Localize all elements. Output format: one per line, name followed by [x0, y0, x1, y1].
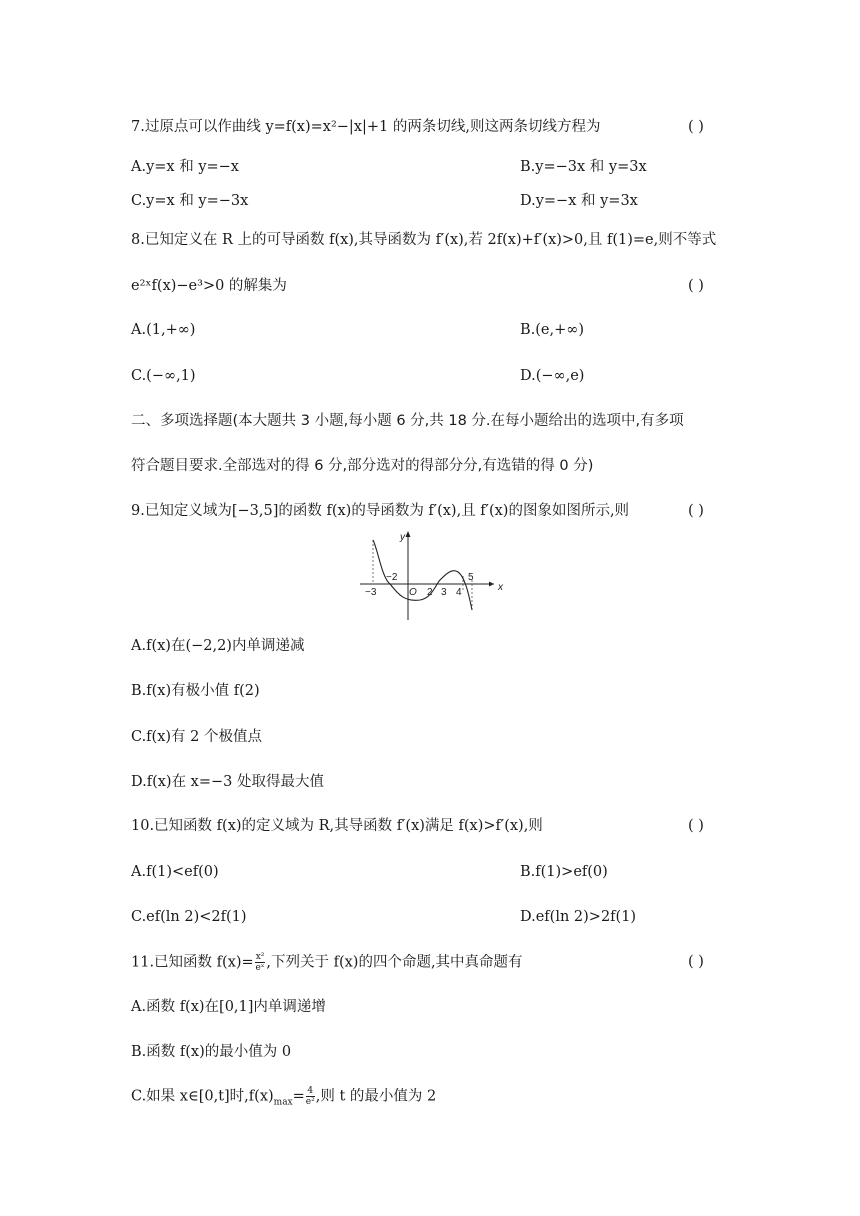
y-axis-arrow-icon	[406, 531, 411, 537]
q8-stem-line2: e²ˣf(x)−e³>0 的解集为	[131, 278, 287, 294]
q10-option-d: D.ef(ln 2)>2f(1)	[520, 909, 637, 925]
q11-stem-suffix: ,下列关于 f(x)的四个命题,其中真命题有	[266, 954, 523, 971]
q11-option-c	[131, 1086, 436, 1112]
q8-answer-paren: ( )	[688, 278, 704, 294]
q11-option-c-fraction	[306, 1086, 315, 1107]
q8-option-a: A.(1,+∞)	[131, 322, 196, 338]
q11-stem	[131, 952, 523, 973]
q7-answer-paren: ( )	[688, 119, 704, 135]
q11-option-c-prefix: C.如果 x∈[0,t]时,f(x)	[131, 1088, 274, 1105]
x-axis-label: x	[498, 582, 503, 593]
q11-option-a: A.函数 f(x)在[0,1]内单调递增	[131, 999, 326, 1015]
section2-heading-line2: 符合题目要求.全部选对的得 6 分,部分选对的得部分分,有选错的得 0 分)	[131, 458, 594, 474]
q9-answer-paren: ( )	[688, 503, 704, 519]
q11-option-b: B.函数 f(x)的最小值为 0	[131, 1044, 292, 1060]
q8-stem: 8.已知定义在 R 上的可导函数 f(x),其导函数为 f′(x),若 2f(x)+f′(x)>0,且 f(1)=e,则不等式	[131, 232, 717, 248]
section2-heading-line1: 二、多项选择题(本大题共 3 小题,每小题 6 分,共 18 分.在每小题给出的选项中,有多项	[131, 413, 684, 429]
q7-option-c: C.y=x 和 y=−3x	[131, 193, 249, 209]
tick-label-3: 3	[441, 587, 447, 598]
x-axis-arrow-icon	[489, 582, 494, 587]
q7-option-a: A.y=x 和 y=−x	[131, 159, 239, 175]
q11-fraction	[255, 952, 266, 973]
q7-option-b: B.y=−3x 和 y=3x	[520, 159, 647, 175]
q8-option-b: B.(e,+∞)	[520, 322, 584, 338]
tick-label-5: 5	[468, 572, 474, 583]
q7-stem: 7.过原点可以作曲线 y=f(x)=x²−|x|+1 的两条切线,则这两条切线方程为	[131, 119, 601, 135]
tick-label-4: 4	[456, 587, 462, 598]
tick-label-neg2: −2	[386, 572, 398, 583]
tick-label-2: 2	[427, 587, 433, 598]
q7-option-d: D.y=−x 和 y=3x	[520, 193, 638, 209]
q10-stem: 10.已知函数 f(x)的定义域为 R,其导函数 f′(x)满足 f(x)>f′(x),则	[131, 818, 543, 834]
q10-answer-paren: ( )	[688, 818, 704, 834]
origin-label: O	[409, 587, 417, 598]
q11-answer-paren: ( )	[688, 954, 704, 970]
q9-derivative-graph	[360, 528, 510, 624]
y-axis-label: y	[400, 532, 405, 543]
q10-option-a: A.f(1)<ef(0)	[131, 864, 219, 880]
q8-option-d: D.(−∞,e)	[520, 368, 585, 384]
q11-option-c-numerator: 4	[307, 1086, 314, 1096]
tick-label-neg3: −3	[365, 587, 377, 598]
q11-option-c-denominator: e²	[305, 1097, 315, 1107]
q11-option-c-equals: =	[292, 1088, 305, 1105]
q11-stem-prefix: 11.已知函数 f(x)=	[131, 954, 254, 971]
q10-option-c: C.ef(ln 2)<2f(1)	[131, 909, 247, 925]
q9-option-d: D.f(x)在 x=−3 处取得最大值	[131, 774, 324, 790]
q8-option-c: C.(−∞,1)	[131, 368, 196, 384]
q11-option-c-suffix: ,则 t 的最小值为 2	[315, 1088, 437, 1105]
q9-stem: 9.已知定义域为[−3,5]的函数 f(x)的导函数为 f′(x),且 f′(x)的图象如图所示,则	[131, 503, 630, 519]
q10-option-b: B.f(1)>ef(0)	[520, 864, 608, 880]
q11-fraction-denominator: eˣ	[255, 963, 265, 973]
q9-option-a: A.f(x)在(−2,2)内单调递减	[131, 638, 305, 654]
q11-option-c-subscript: max	[273, 1097, 293, 1108]
q9-option-b: B.f(x)有极小值 f(2)	[131, 683, 260, 699]
q11-fraction-numerator: x²	[255, 952, 265, 962]
q9-option-c: C.f(x)有 2 个极值点	[131, 729, 262, 745]
